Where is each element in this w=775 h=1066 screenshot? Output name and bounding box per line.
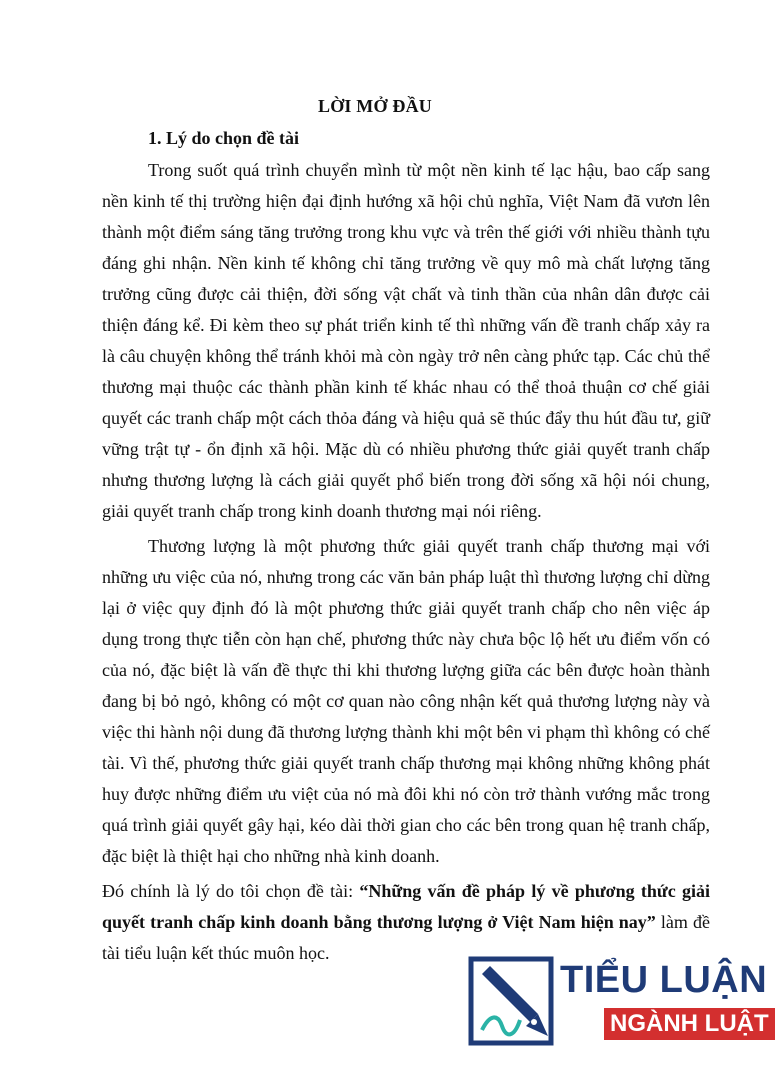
page-title: LỜI MỞ ĐẦU [318,96,432,116]
thesis-topic: “Những vấn đề pháp lý về phương thức giải quyết tranh chấp kinh doanh bằng thương lượng ở Việt Nam hiện nay” [102,881,710,932]
watermark-logo [468,956,769,1046]
pen-nib-icon [468,956,554,1046]
logo-line-2: NGÀNH LUẬT [604,1008,775,1040]
document-body [102,155,710,969]
paragraph-3-lead: Đó chính là lý do tôi chọn đề tài: [102,881,360,901]
paragraph-1: Trong suốt quá trình chuyển mình từ một nền kinh tế lạc hậu, bao cấp sang nền kinh tế thị trường hiện đại định hướng xã hội chủ nghĩa, Việt Nam đã vươn lên thành một điểm sáng tăng trưởng trong khu vực và trên thế giới với nhiều thành tựu đáng ghi nhận. Nền kinh tế không chỉ tăng trưởng về quy mô mà chất lượng tăng trưởng cũng được cải thiện, đời sống vật chất và tinh thần của nhân dân được cải thiện đáng kể. Đi kèm theo sự phát triển kinh tế thì những vấn đề tranh chấp xảy ra là câu chuyện không thể tránh khỏi mà còn ngày trở nên càng phức tạp. Các chủ thể thương mại thuộc các thành phần kinh tế khác nhau có thể thoả thuận cơ chế giải quyết các tranh chấp một cách thỏa đáng và hiệu quả sẽ thúc đẩy thu hút đầu tư, giữ vững trật tự - ổn định xã hội. Mặc dù có nhiều phương thức giải quyết tranh chấp nhưng thương lượng là cách giải quyết phổ biến trong đời sống xã hội nói chung, giải quyết tranh chấp trong kinh doanh thương mại nói riêng. [102,160,710,521]
paragraph-3-tail: làm đề tài tiểu luận kết thúc muôn học. [102,912,710,963]
section-heading: 1. Lý do chọn đề tài [148,128,300,148]
logo-line-1: TIỂU LUẬN [560,959,768,1001]
paragraph-2: Thương lượng là một phương thức giải quyết tranh chấp thương mại với những ưu việc của nó, nhưng trong các văn bản pháp luật thì thương lượng chỉ dừng lại ở việc quy định đó là một phương thức giải quyết tranh chấp cho nên việc áp dụng trong thực tiễn còn hạn chế, phương thức này chưa bộc lộ hết ưu điểm vốn có của nó, đặc biệt là vấn đề thực thi khi thương lượng giữa các bên được hoàn thành đang bị bỏ ngỏ, không có một cơ quan nào công nhận kết quả thương lượng này và việc thi hành nội dung đã thương lượng thành khi một bên vi phạm thì không có chế tài. Vì thế, phương thức giải quyết tranh chấp thương mại không những không phát huy được những điểm ưu việt của nó mà đôi khi nó còn trở thành vướng mắc trong quá trình giải quyết gây hại, kéo dài thời gian cho các bên trong quan hệ tranh chấp, đặc biệt là thiệt hại cho những nhà kinh doanh. [102,536,710,866]
